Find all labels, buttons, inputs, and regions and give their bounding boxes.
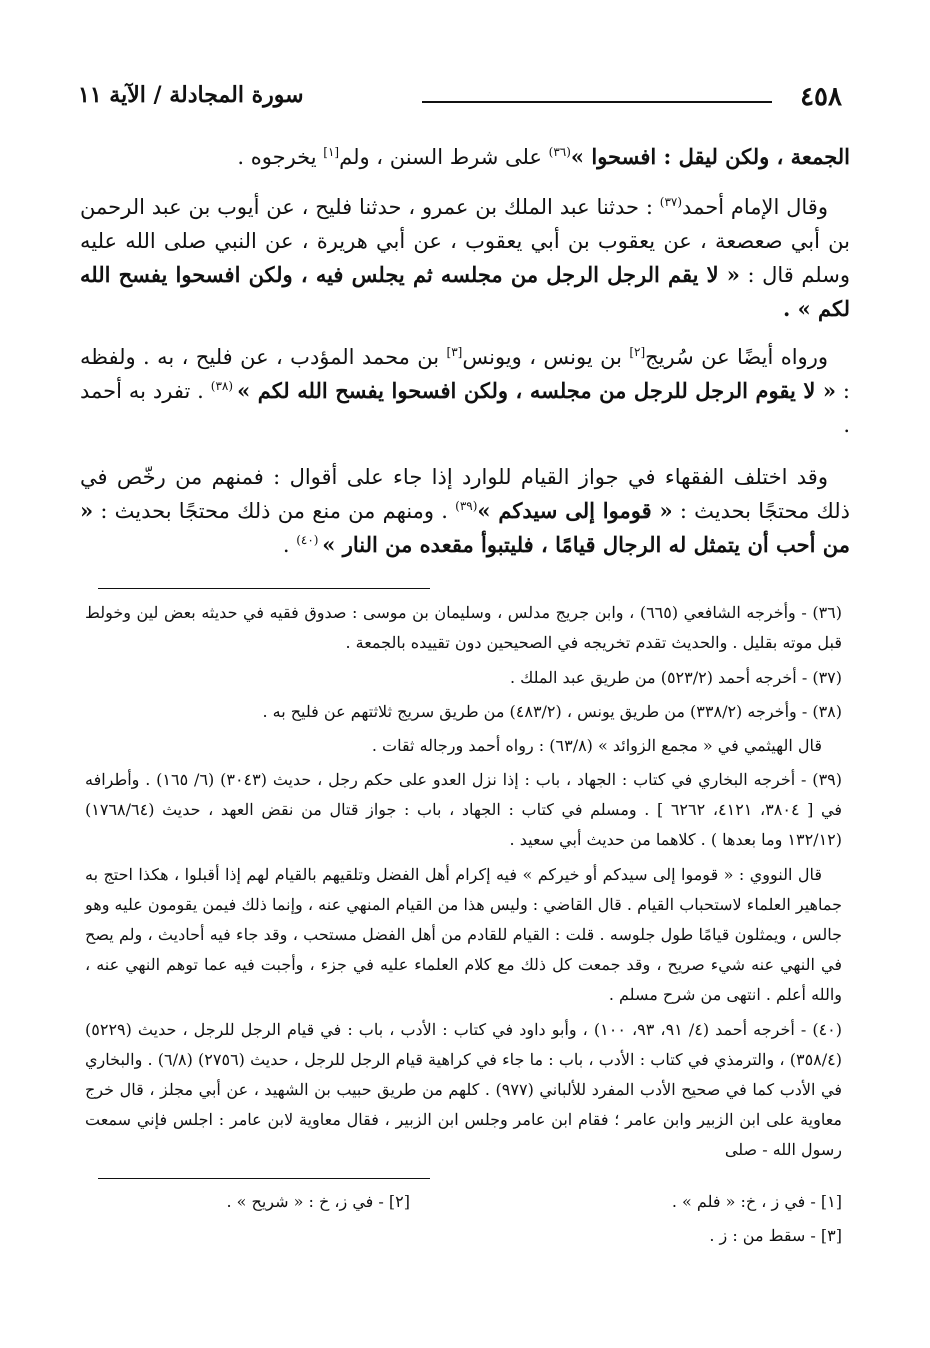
hadith-text: « من أحب أن يتمثل له الرجال قيامًا ، فليتبوأ مقعده من النار »: [80, 498, 850, 557]
body-text: وقال الإمام أحمد: [682, 195, 828, 219]
apparatus-note-1: [١] - في ز ، خ: « فلم » .: [671, 1192, 842, 1211]
footnote-ref: (٣٧): [659, 195, 683, 209]
hadith-text: « لا يقم الرجل الرجل من مجلسه ثم يجلس فيه ، ولكن افسحوا يفسح الله لكم » .: [80, 262, 850, 321]
header-rule: [422, 101, 772, 103]
body-text: : حدثنا عبد الملك بن عمرو ، حدثنا فليح ، عن أيوب بن عبد الرحمن بن أبي صعصعة ، عن يعقوب بن أبي يعقوب ، عن أبي هريرة ، عن النبي صلى الله عليه وسلم قال :: [80, 195, 850, 287]
body-text: ورواه أيضًا عن سُريج: [645, 345, 828, 369]
paragraph-1: [80, 140, 850, 174]
hadith-text: « قوموا إلى سيدكم »: [477, 498, 673, 523]
body-text: بن يونس ، ويونس: [462, 345, 630, 369]
page-number: ٤٥٨: [800, 82, 842, 112]
paragraph-3: [80, 340, 850, 442]
paragraph-4: [80, 460, 850, 562]
footnote-ref: (٣٨): [210, 379, 238, 393]
hadith-text: الجمعة ، ولكن ليقل : افسحوا »: [570, 144, 850, 169]
body-text: وقد اختلف الفقهاء في جواز القيام للوارد إذا جاء على أقوال : فمنهم من رخّص في ذلك محتجًا بحديث :: [80, 465, 850, 523]
apparatus-note-3: [٣] - سقط من : ز .: [709, 1226, 842, 1245]
footnote-38: (٣٨) - وأخرجه (٣٣٨/٢) من طريق يونس ، (٤٨٣/٢) من طريق سريج ثلاثتهم عن فليح به .: [262, 702, 842, 721]
body-text: . ومنهم من منع من ذلك محتجًا بحديث :: [93, 499, 456, 523]
footnote-37: (٣٧) - أخرجه أحمد (٥٢٣/٢) من طريق عبد الملك .: [509, 668, 842, 687]
apparatus-ref: [٢]: [629, 345, 646, 359]
footnote-separator: [98, 588, 430, 589]
paragraph-2: [80, 190, 850, 326]
apparatus-ref: [٣]: [446, 345, 463, 359]
footnote-39: (٣٩) - أخرجه البخاري في كتاب : الجهاد ، باب : إذا نزل العدو على حكم رجل ، حديث (٣٠٤٣) (٦/ ١٦٥) . وأطرافه في [ ٣٨٠٤، ٤١٢١، ٦٢٦٢ ] . ومسلم في كتاب : الجهاد ، باب : جواز قتال من نقض العهد ، حديث (١٧٦٨/٦٤) (١٣٢/١٢ وما بعدها ) . كلاهما من حديث أبي سعيد .: [85, 770, 843, 849]
running-title: سورة المجادلة / الآية ١١: [78, 82, 304, 108]
body-text: بن محمد المؤدب ، عن فليح ، به . ولفظه :: [80, 345, 850, 403]
footnote-ref: (٤٠): [296, 533, 323, 547]
footnote-ref: (٣٦): [548, 145, 571, 159]
apparatus-ref: [١]: [323, 145, 340, 159]
body-text: على شرط السنن ، ولم: [339, 145, 549, 169]
hadith-text: « لا يقوم الرجل للرجل من مجلسه ، ولكن افسحوا يفسح الله لكم »: [237, 378, 837, 403]
footnote-36: (٣٦) - وأخرجه الشافعي (٦٦٥) ، وابن جريج مدلس ، وسليمان بن موسى : صدوق فقيه في حديثه بعض لين وخولط قبل موته بقليل . والحديث تقدم تخريجه في الصحيحين دون تقييده بالجمعة .: [85, 603, 843, 652]
body-text: . تفرد به أحمد .: [80, 379, 850, 437]
apparatus-note-2: [٢] - في ز، خ : « شريح » .: [226, 1192, 410, 1211]
apparatus-separator: [98, 1178, 430, 1179]
footnote-39-note: قال النووي : « قوموا إلى سيدكم أو خيركم » فيه إكرام أهل الفضل وتلقيهم بالقيام لهم إذا أقبلوا ، هكذا احتج به جماهير العلماء لاستحباب القيام . قال القاضي : وليس هذا من القيام المنهي عنه ، وإنما ذلك فيمن يقومون عليه وهو جالس ، ويمثلون قيامًا طول جلوسه . قلت : القيام للقادم من أهل الفضل مستحب ، وقد جاء فيه أحاديث ، ولم يصح في النهي عنه شيء صريح ، وقد جمعت كل ذلك مع كلام العلماء عليه في جزء ، وأجبت فيه عما توهم النهي عنه ، والله أعلم . انتهى من شرح مسلم .: [85, 865, 842, 1004]
body-text: .: [282, 533, 297, 557]
body-text: يخرجوه .: [237, 145, 324, 169]
footnote-ref: (٣٩): [455, 499, 478, 513]
footnote-40: (٤٠) - أخرجه أحمد (٤/ ٩١، ٩٣، ١٠٠) ، وأبو داود في كتاب : الأدب ، باب : في قيام الرجل للرجل ، حديث (٥٢٢٩) (٣٥٨/٤) ، والترمذي في كتاب : الأدب ، باب : ما جاء في كراهية قيام الرجل للرجل ، حديث (٢٧٥٦) (٦/٨) . والبخاري في الأدب كما في صحيح الأدب المفرد للألباني (٩٧٧) . كلهم من طريق حبيب بن الشهيد ، عن أبي مجلز ، قال خرج معاوية على ابن الزبير وابن عامر ؛ فقام ابن عامر وجلس ابن الزبير ، فقال معاوية لابن عامر : اجلس فإني سمعت رسول الله - صلى: [85, 1020, 843, 1159]
footnote-38-note: قال الهيثمي في « مجمع الزوائد » (٦٣/٨) : رواه أحمد ورجاله ثقات .: [371, 736, 822, 755]
